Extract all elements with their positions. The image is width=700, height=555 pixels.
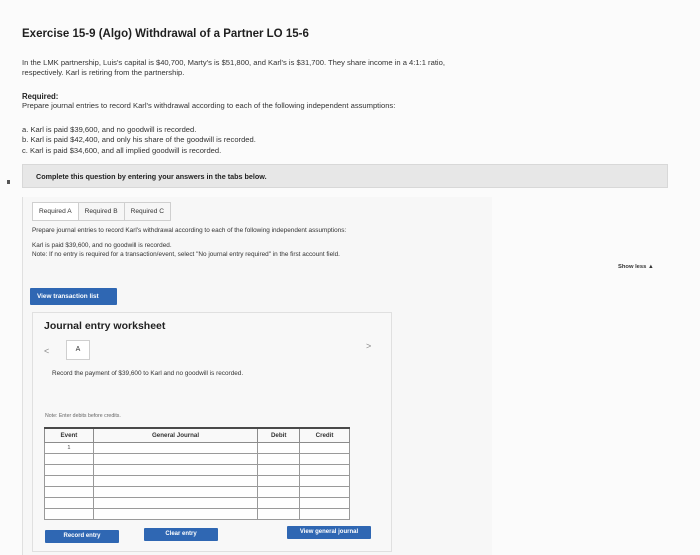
assumption-a: a. Karl is paid $39,600, and no goodwill is recorded.: [22, 125, 197, 134]
record-entry-button[interactable]: Record entry: [45, 530, 119, 543]
table-row: [45, 475, 350, 486]
debit-cell[interactable]: [258, 508, 300, 519]
credit-cell[interactable]: [300, 497, 350, 508]
event-cell: [45, 464, 94, 475]
account-cell[interactable]: [93, 464, 257, 475]
intro-text: [22, 58, 522, 78]
event-cell: [45, 453, 94, 464]
tab-required-b[interactable]: Required B: [78, 202, 125, 221]
required-label: Required:: [22, 92, 59, 101]
debit-cell[interactable]: [258, 475, 300, 486]
col-header-debit: Debit: [258, 428, 300, 442]
assumption-b: b. Karl is paid $42,400, and only his share of the goodwill is recorded.: [22, 135, 256, 145]
credit-cell[interactable]: [300, 475, 350, 486]
clear-entry-button[interactable]: Clear entry: [144, 528, 218, 541]
edge-mark: [7, 180, 10, 184]
journal-header-row: [45, 428, 350, 442]
event-cell: 1: [45, 442, 94, 453]
account-cell[interactable]: [93, 486, 257, 497]
intro-line: In the LMK partnership, Luis's capital is $40,700, Marty's is $51,800, and Karl's is $31,700. They share income in a 4:1:1 ratio,: [22, 58, 445, 67]
tab-required-a[interactable]: Required A: [32, 202, 79, 221]
col-header-credit: Credit: [300, 428, 350, 442]
tab-assumption-line: Karl is paid $39,600, and no goodwill is recorded.: [32, 242, 172, 250]
event-cell: [45, 475, 94, 486]
worksheet-title: Journal entry worksheet: [44, 320, 166, 332]
table-row: [45, 508, 350, 519]
tab-instructions: [32, 227, 462, 259]
prev-chevron-icon[interactable]: <: [44, 346, 50, 356]
intro-line: respectively. Karl is retiring from the partnership.: [22, 68, 185, 77]
next-chevron-icon[interactable]: >: [366, 341, 372, 351]
debits-note: Note: Enter debits before credits.: [45, 413, 121, 419]
account-cell[interactable]: [93, 442, 257, 453]
required-text: Prepare journal entries to record Karl's withdrawal according to each of the following independent assumptions:: [22, 101, 396, 110]
tab-instruction-line: Prepare journal entries to record Karl's withdrawal according to each of the following independent assumptions:: [32, 227, 347, 234]
debit-cell[interactable]: [258, 464, 300, 475]
tab-note-line: Note: If no entry is required for a transaction/event, select "No journal entry required" in the first account field.: [32, 250, 340, 258]
view-transaction-list-button[interactable]: View transaction list: [30, 288, 117, 305]
tab-bar: [32, 202, 170, 221]
account-cell[interactable]: [93, 453, 257, 464]
journal-table: [44, 427, 350, 520]
view-general-journal-button[interactable]: View general journal: [287, 526, 371, 539]
account-cell[interactable]: [93, 508, 257, 519]
credit-cell[interactable]: [300, 508, 350, 519]
credit-cell[interactable]: [300, 442, 350, 453]
credit-cell[interactable]: [300, 486, 350, 497]
table-row: [45, 486, 350, 497]
assumptions-list: [22, 125, 256, 156]
worksheet-page-a[interactable]: A: [66, 340, 90, 360]
table-row: [45, 497, 350, 508]
show-less-link[interactable]: Show less ▲: [618, 264, 654, 270]
table-row: [45, 464, 350, 475]
table-row: [45, 442, 350, 453]
event-cell: [45, 497, 94, 508]
credit-cell[interactable]: [300, 453, 350, 464]
col-header-general-journal: General Journal: [93, 428, 257, 442]
record-instruction: Record the payment of $39,600 to Karl and no goodwill is recorded.: [52, 370, 244, 377]
instruction-banner: Complete this question by entering your answers in the tabs below.: [22, 164, 668, 188]
assumption-c: c. Karl is paid $34,600, and all implied goodwill is recorded.: [22, 145, 222, 155]
debit-cell[interactable]: [258, 486, 300, 497]
account-cell[interactable]: [93, 497, 257, 508]
page-title: Exercise 15-9 (Algo) Withdrawal of a Partner LO 15-6: [22, 28, 309, 40]
account-cell[interactable]: [93, 475, 257, 486]
table-row: [45, 453, 350, 464]
tab-required-c[interactable]: Required C: [124, 202, 171, 221]
debit-cell[interactable]: [258, 497, 300, 508]
event-cell: [45, 486, 94, 497]
debit-cell[interactable]: [258, 453, 300, 464]
event-cell: [45, 508, 94, 519]
credit-cell[interactable]: [300, 464, 350, 475]
col-header-event: Event: [45, 428, 94, 442]
debit-cell[interactable]: [258, 442, 300, 453]
